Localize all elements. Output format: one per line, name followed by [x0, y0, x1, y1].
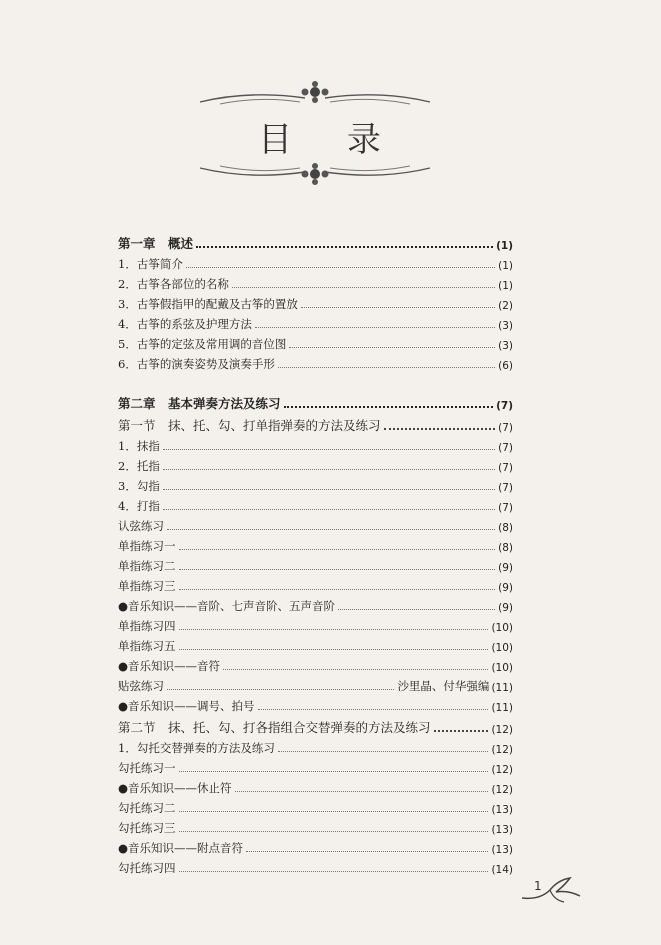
dot-leader [278, 366, 495, 368]
toc-section-1[interactable] [118, 412, 513, 434]
toc-entry[interactable] [118, 534, 513, 554]
dot-leader [232, 286, 495, 288]
toc-entry[interactable] [118, 434, 513, 454]
toc-page-number: (13) [491, 824, 513, 836]
dot-leader [167, 528, 495, 530]
dot-leader [434, 729, 489, 732]
page-number-footer [520, 872, 590, 904]
page-title: 目 录 [258, 120, 403, 160]
dot-leader [246, 850, 488, 852]
toc-page-number: (12) [491, 724, 513, 736]
toc-entry-label: 认弦练习 [118, 519, 164, 533]
toc-page-number: (12) [491, 744, 513, 756]
toc-page-number: (7) [498, 422, 513, 434]
toc-page-number: (9) [498, 562, 513, 574]
toc-entry-label: 1．勾托交替弹奏的方法及练习 [118, 741, 275, 755]
toc-page-number: (1) [498, 280, 513, 292]
toc-page-number: (10) [491, 662, 513, 674]
toc-page-number: (6) [498, 360, 513, 372]
toc-page-number: (13) [491, 804, 513, 816]
toc-entry-label: 2．古筝各部位的名称 [118, 277, 229, 291]
toc-page-number: (7) [498, 482, 513, 494]
toc-page-number: (7) [498, 502, 513, 514]
toc-entry-label: 3．勾指 [118, 479, 160, 493]
dot-leader [179, 568, 496, 570]
toc-page-number: (2) [498, 300, 513, 312]
toc-page-number: (8) [498, 542, 513, 554]
toc-entry-label: 勾托练习一 [118, 761, 176, 775]
toc-entry-music-knowledge[interactable] [118, 694, 513, 714]
toc-entry-label: 第二章 基本弹奏方法及练习 [118, 396, 281, 411]
toc-entry-label: ●音乐知识——附点音符 [118, 841, 244, 855]
toc-entry-music-knowledge[interactable] [118, 654, 513, 674]
toc-entry[interactable] [118, 454, 513, 474]
toc-entry-label: 4．古筝的系弦及护理方法 [118, 317, 252, 331]
toc-entry-label: 第二节 抹、托、勾、打各指组合交替弹奏的方法及练习 [118, 720, 431, 735]
toc-page-number: (7) [498, 462, 513, 474]
chapter-gap [118, 372, 513, 390]
dot-leader [179, 810, 489, 812]
dot-leader [384, 427, 496, 430]
toc-entry-label: ●音乐知识——调号、拍号 [118, 699, 255, 713]
toc-entry-label: 6．古筝的演奏姿势及演奏手形 [118, 357, 275, 371]
toc-section-2[interactable] [118, 714, 513, 736]
top-ornament [190, 80, 440, 110]
toc-entry[interactable] [118, 332, 513, 352]
toc-chapter-2[interactable] [118, 390, 513, 412]
dot-leader [235, 790, 489, 792]
toc-entry[interactable] [118, 292, 513, 312]
toc-page-number: (11) [491, 682, 513, 694]
dot-leader [179, 588, 496, 590]
toc-entry-label: 1．古筝简介 [118, 257, 183, 271]
toc-entry[interactable] [118, 816, 513, 836]
toc-entry-label: 单指练习三 [118, 579, 176, 593]
dot-leader [338, 608, 495, 610]
toc-entry-label: 勾托练习二 [118, 801, 176, 815]
table-of-contents [118, 230, 513, 876]
toc-entry-label: 勾托练习四 [118, 861, 176, 875]
toc-entry[interactable] [118, 252, 513, 272]
toc-entry-label: 1．抹指 [118, 439, 160, 453]
toc-entry-label: 单指练习四 [118, 619, 176, 633]
dot-leader [179, 548, 496, 550]
dot-leader [179, 830, 489, 832]
dot-leader [163, 448, 495, 450]
flourish-icon [520, 872, 590, 904]
dot-leader [179, 628, 489, 630]
toc-page-number: (7) [498, 442, 513, 454]
page-number: 1 [534, 879, 542, 893]
dot-leader [258, 708, 489, 710]
toc-page-number: (13) [491, 844, 513, 856]
toc-entry-label: 第一节 抹、托、勾、打单指弹奏的方法及练习 [118, 418, 381, 433]
toc-entry-label: ●音乐知识——休止符 [118, 781, 232, 795]
dot-leader [179, 770, 489, 772]
dot-leader [186, 266, 495, 268]
dot-leader [163, 468, 495, 470]
toc-entry-label: 单指练习一 [118, 539, 176, 553]
toc-entry[interactable] [118, 474, 513, 494]
toc-page-number: (3) [498, 320, 513, 332]
toc-entry[interactable] [118, 856, 513, 876]
dot-leader [223, 668, 488, 670]
toc-entry-music-knowledge[interactable] [118, 776, 513, 796]
toc-entry-music-knowledge[interactable] [118, 836, 513, 856]
toc-page-number: (7) [496, 400, 513, 412]
toc-page-number: (3) [498, 340, 513, 352]
toc-page-number: (1) [496, 240, 513, 252]
toc-entry-label: 2．托指 [118, 459, 160, 473]
toc-page-number: (11) [491, 702, 513, 714]
toc-entry-label: 单指练习二 [118, 559, 176, 573]
bottom-ornament [190, 158, 440, 188]
toc-entry-music-knowledge[interactable] [118, 594, 513, 614]
toc-entry-label: ●音乐知识——音符 [118, 659, 221, 673]
toc-entry[interactable] [118, 634, 513, 654]
dot-leader [167, 688, 394, 690]
dot-leader [163, 508, 495, 510]
toc-page-number: (8) [498, 522, 513, 534]
toc-entry-label: 5．古筝的定弦及常用调的音位图 [118, 337, 287, 351]
toc-entry[interactable] [118, 352, 513, 372]
dot-leader [289, 346, 495, 348]
toc-chapter-1[interactable] [118, 230, 513, 252]
toc-entry-credit: 沙里晶、付华强编 [397, 679, 490, 693]
toc-entry[interactable] [118, 272, 513, 292]
toc-entry-label: 贴弦练习 [118, 679, 164, 693]
toc-page-number: (9) [498, 582, 513, 594]
toc-entry[interactable] [118, 494, 513, 514]
toc-entry[interactable] [118, 554, 513, 574]
toc-page-number: (12) [491, 764, 513, 776]
toc-page-number: (10) [491, 622, 513, 634]
toc-entry[interactable] [118, 674, 513, 694]
toc-entry[interactable] [118, 614, 513, 634]
toc-entry[interactable] [118, 736, 513, 756]
toc-entry[interactable] [118, 756, 513, 776]
toc-entry[interactable] [118, 514, 513, 534]
dot-leader [301, 306, 495, 308]
toc-page-number: (9) [498, 602, 513, 614]
dot-leader [179, 648, 489, 650]
toc-entry[interactable] [118, 312, 513, 332]
toc-entry-label: 3．古筝假指甲的配戴及古筝的置放 [118, 297, 298, 311]
dot-leader [278, 750, 489, 752]
dot-leader [163, 488, 495, 490]
toc-entry-label: 第一章 概述 [118, 236, 194, 251]
toc-page-number: (12) [491, 784, 513, 796]
dot-leader [179, 870, 489, 872]
toc-page-number: (10) [491, 642, 513, 654]
toc-page-number: (1) [498, 260, 513, 272]
toc-entry-label: ●音乐知识——音阶、七声音阶、五声音阶 [118, 599, 336, 613]
toc-entry[interactable] [118, 574, 513, 594]
toc-entry-label: 4．打指 [118, 499, 160, 513]
toc-entry-label: 单指练习五 [118, 639, 176, 653]
dot-leader [284, 405, 494, 408]
toc-entry[interactable] [118, 796, 513, 816]
dot-leader [196, 245, 493, 248]
toc-page-number: (14) [491, 864, 513, 876]
dot-leader [255, 326, 495, 328]
toc-entry-label: 勾托练习三 [118, 821, 176, 835]
